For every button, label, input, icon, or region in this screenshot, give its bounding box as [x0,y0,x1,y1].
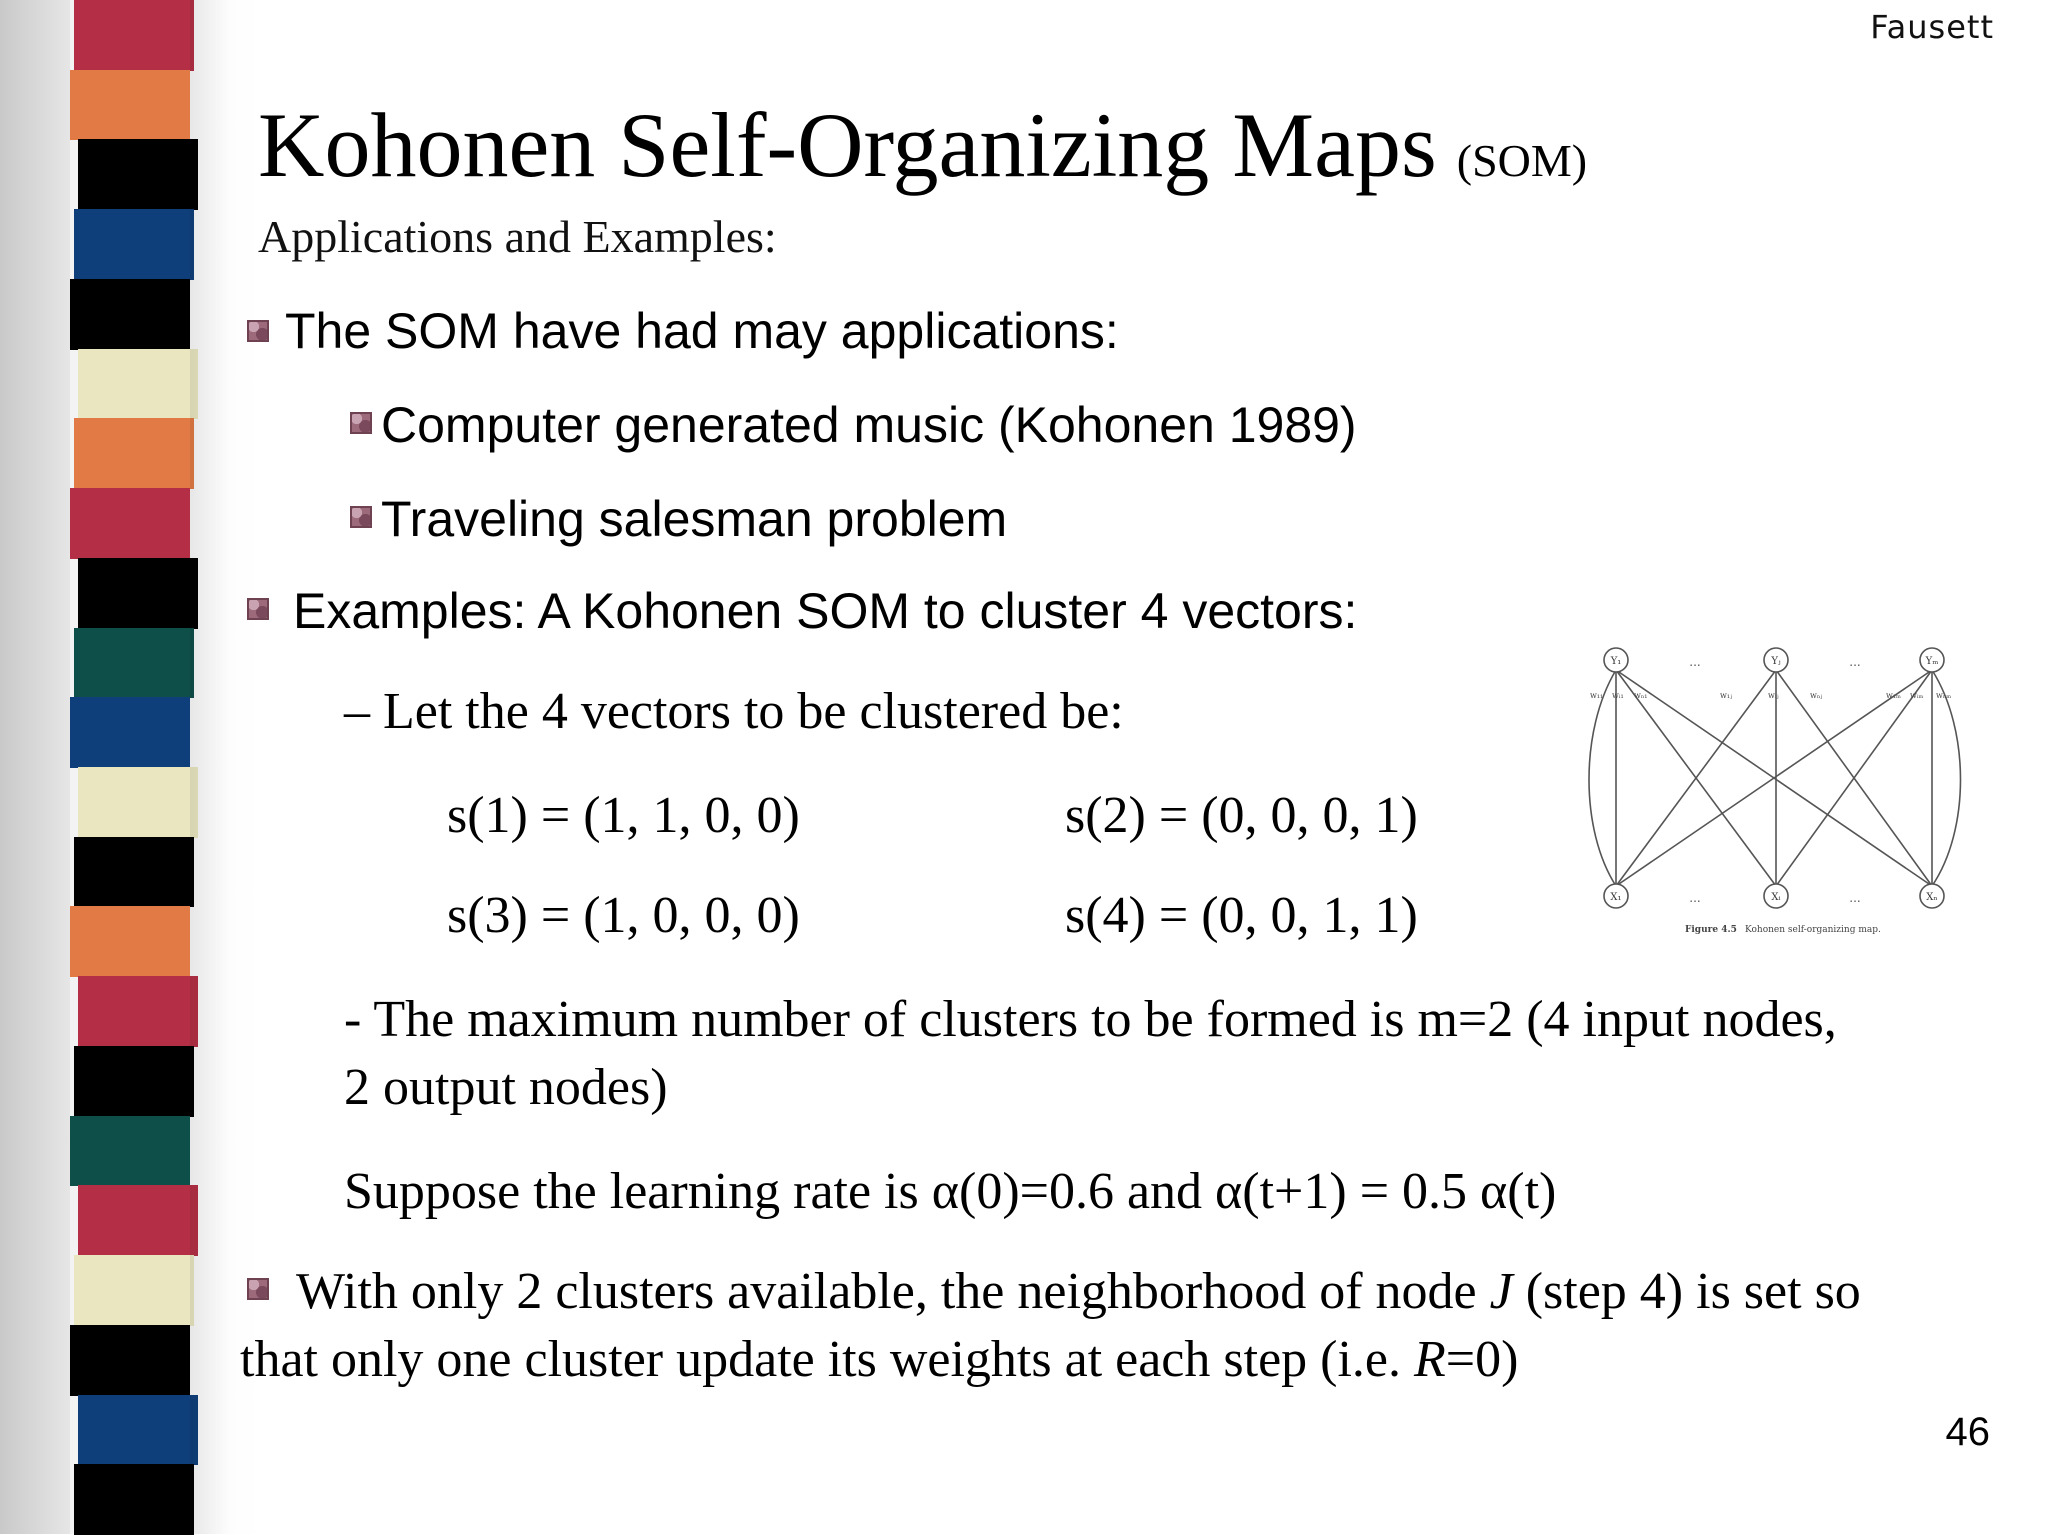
stripe-segment [74,628,194,699]
output-node-label: Yₘ [1925,656,1939,667]
learning-rate-line [344,1162,1556,1221]
vector-s1: s(1) = (1, 1, 0, 0) [447,787,800,844]
alpha-symbol: α [931,1163,959,1220]
radius-R: R [1414,1331,1446,1388]
lr-prefix: Suppose the learning rate is [344,1163,932,1220]
title-suffix: (SOM) [1456,135,1588,186]
lr-mid2: (t+1) = 0.5 [1242,1163,1481,1220]
sub-bullet-tsp: Traveling salesman problem [381,491,1008,547]
input-node-n [1920,884,1944,908]
weight-label: wₙⱼ [1810,691,1823,700]
decorative-stripe-bar [70,0,200,1534]
input-node-1 [1604,884,1628,908]
slide-subtitle: Applications and Examples: [258,211,777,262]
output-node-m [1920,648,1944,672]
stripe-segment [74,1464,194,1535]
page-number: 46 [1945,1410,1990,1454]
node-J: J [1489,1263,1513,1320]
som-network-figure [1580,640,1970,940]
bullet-icon [247,320,269,342]
stripe-segment [70,1116,190,1187]
stripe-segment [78,558,198,629]
stripe-segment [78,139,198,210]
b3-prefix: With only 2 clusters available, the neighborhood of node [296,1263,1490,1320]
input-ellipsis: ... [1849,891,1861,905]
sub-bullet-icon [350,506,372,528]
stripe-segment [70,906,190,977]
vector-s2: s(2) = (0, 0, 0, 1) [1065,787,1418,844]
dash-vectors-intro: – Let the 4 vectors to be clustered be: [344,683,1124,740]
stripe-segment [78,1395,198,1466]
output-node-1 [1604,648,1628,672]
author-label: Fausett [1870,8,1994,46]
stripe-segment [78,1185,198,1256]
stripe-segment [70,70,190,141]
weight-label: wₙ₁ [1634,691,1648,700]
stripe-segment [74,1255,194,1326]
weight-label: wᵢⱼ [1768,691,1779,700]
connection-lines [1589,670,1961,886]
input-node-label: Xᵢ [1771,892,1781,903]
output-ellipsis: ... [1849,655,1861,669]
output-node-label: Yⱼ [1771,656,1781,667]
stripe-segment [74,837,194,908]
lr-mid: (0)=0.6 and [959,1163,1216,1220]
figure-caption-label: Figure 4.5 [1685,925,1737,935]
stripe-segment [70,1325,190,1396]
b3-suffix: (step 4) is set so [1512,1263,1861,1320]
som-network-diagram [1580,640,1970,940]
input-node-label: X₁ [1610,892,1622,903]
alpha-symbol: α [1480,1163,1508,1220]
stripe-segment [78,767,198,838]
stripe-segment [70,697,190,768]
stripe-shadow [190,0,230,1534]
dash-max-clusters-line1: - The maximum number of clusters to be formed is m=2 (4 input nodes, [344,991,1837,1048]
stripe-segment [78,976,198,1047]
stripe-segment [74,418,194,489]
stripe-segment [70,279,190,350]
weight-label: wₙₘ [1936,691,1952,700]
vector-s4: s(4) = (0, 0, 1, 1) [1065,887,1418,944]
bullet-examples: Examples: A Kohonen SOM to cluster 4 vectors: [293,583,1358,639]
input-ellipsis: ... [1689,891,1701,905]
weight-label: w₁ⱼ [1720,691,1733,700]
outer-curve-left [1589,670,1616,886]
stripe-segment [78,349,198,420]
bullet-neighborhood-line2 [240,1330,1518,1389]
stripe-segment [74,0,194,71]
input-node-label: Xₙ [1926,892,1938,903]
sub-bullet-icon [350,412,372,434]
title-text: Kohonen Self-Organizing Maps [258,94,1437,196]
bullet-icon [247,1278,269,1300]
stripe-segment [74,1046,194,1117]
weight-label: w₁ₘ [1886,691,1901,700]
output-node-j [1764,648,1788,672]
weight-label: wᵢ₁ [1612,691,1624,700]
weight-label: w₁₁ [1590,691,1604,700]
weight-labels [1590,691,1951,700]
b3-line2-prefix: that only one cluster update its weights at each step (i.e. [240,1331,1414,1388]
stripe-segment [70,488,190,559]
bullet-applications: The SOM have had may applications: [285,303,1119,359]
alpha-symbol: α [1215,1163,1243,1220]
output-ellipsis: ... [1689,655,1701,669]
left-edge-shadow [0,0,70,1534]
vector-s3: s(3) = (1, 0, 0, 0) [447,887,800,944]
lr-end: (t) [1507,1163,1557,1220]
input-node-i [1764,884,1788,908]
output-node-label: Y₁ [1610,656,1622,667]
outer-curve-right [1932,670,1961,886]
slide-title [258,92,1587,198]
sub-bullet-music: Computer generated music (Kohonen 1989) [381,397,1357,453]
b3-line2-suffix: =0) [1445,1331,1519,1388]
dash-max-clusters-line2: 2 output nodes) [344,1059,668,1116]
bullet-icon [247,598,269,620]
weight-label: wᵢₘ [1910,691,1924,700]
stripe-segment [74,209,194,280]
bullet-neighborhood-line1 [296,1262,1861,1321]
figure-caption-text: Kohonen self-organizing map. [1745,925,1881,935]
